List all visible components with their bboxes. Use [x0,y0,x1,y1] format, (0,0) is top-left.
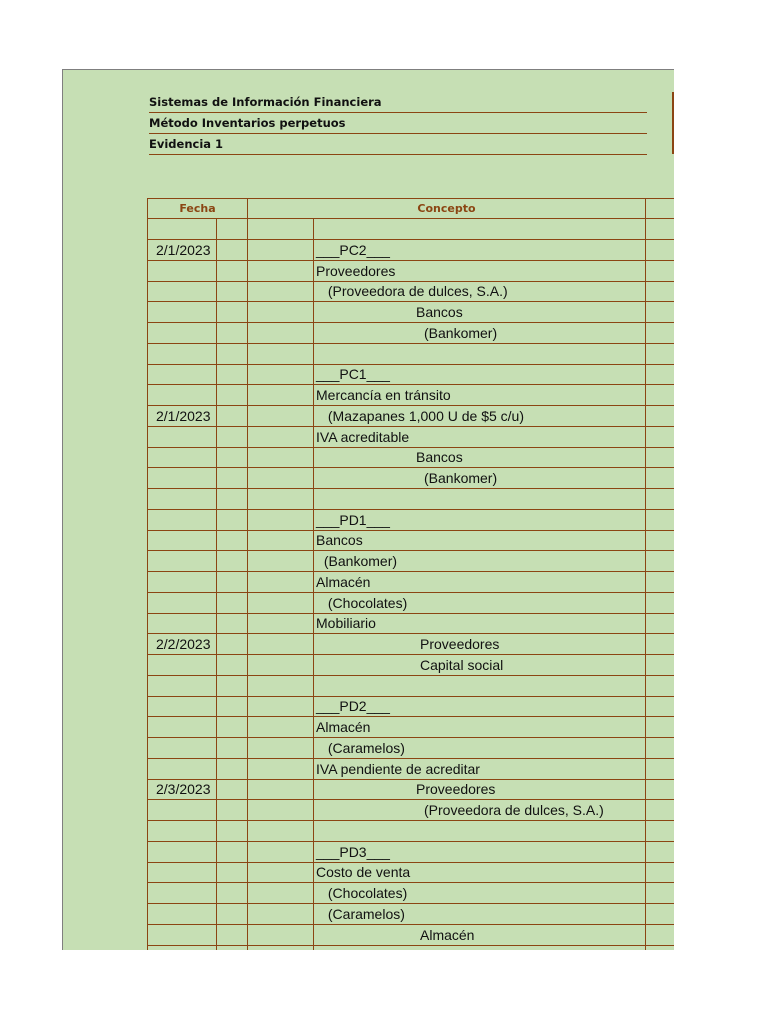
table-row [147,759,674,780]
account-code-cell[interactable] [248,240,314,261]
blank-cell[interactable] [216,261,248,282]
amount-cell[interactable] [646,530,674,551]
concept-cell[interactable]: ___PC2___ [314,240,646,261]
table-row [147,302,674,323]
account-code-cell[interactable] [248,842,314,863]
spreadsheet-area [62,69,674,950]
table-row [147,261,674,282]
date-cell[interactable] [147,862,216,883]
amount-cell[interactable] [646,821,674,842]
blank-cell[interactable] [216,842,248,863]
concept-cell[interactable]: Capital social [314,655,646,676]
table-row [147,821,674,842]
blank-cell[interactable] [216,613,248,634]
date-cell[interactable] [147,572,216,593]
concept-cell[interactable]: Almacén [314,572,646,593]
table-row [147,447,674,468]
table-row [147,281,674,302]
concept-cell[interactable] [314,676,646,697]
concept-cell[interactable]: (Bankomer) [314,323,646,344]
header-title: Sistemas de Información Financiera [149,92,647,113]
blank-cell[interactable] [216,717,248,738]
amount-cell[interactable] [646,800,674,821]
table-row [147,489,674,510]
account-code-cell[interactable] [248,717,314,738]
column-header-extra[interactable] [645,198,674,219]
date-cell[interactable] [147,344,216,365]
blank-cell[interactable] [216,281,248,302]
blank-cell[interactable] [216,800,248,821]
date-cell[interactable] [147,696,216,717]
account-code-cell[interactable] [248,925,314,946]
account-code-cell[interactable] [248,427,314,448]
amount-cell[interactable] [646,738,674,759]
table-row [147,925,674,946]
table-row [147,240,674,261]
concept-cell[interactable]: ___PD1___ [314,510,646,531]
blank-cell[interactable] [216,302,248,323]
account-code-cell[interactable] [248,510,314,531]
table-row [147,593,674,614]
amount-cell[interactable] [646,904,674,925]
amount-cell[interactable] [646,593,674,614]
account-code-cell[interactable] [248,219,314,240]
column-header-fecha[interactable]: Fecha [147,198,248,219]
account-code-cell[interactable] [248,551,314,572]
concept-cell[interactable]: Mercancía en tránsito [314,385,646,406]
blank-cell[interactable] [216,406,248,427]
table-row [147,904,674,925]
concept-cell[interactable]: Proveedores [314,261,646,282]
header-method: Método Inventarios perpetuos [149,113,647,134]
concept-cell[interactable]: Bancos [314,530,646,551]
blank-cell[interactable] [216,821,248,842]
blank-cell[interactable] [216,759,248,780]
table-row [147,842,674,863]
blank-cell[interactable] [216,427,248,448]
table-row [147,364,674,385]
amount-cell[interactable] [646,323,674,344]
date-cell[interactable] [147,904,216,925]
blank-cell[interactable] [216,593,248,614]
table-row [147,551,674,572]
account-code-cell[interactable] [248,779,314,800]
date-cell[interactable] [147,925,216,946]
right-border-bar [672,92,674,154]
date-cell[interactable] [147,800,216,821]
account-code-cell[interactable] [248,800,314,821]
blank-cell[interactable] [216,510,248,531]
table-row [147,717,674,738]
table-row [147,738,674,759]
account-code-cell[interactable] [248,759,314,780]
concept-cell[interactable]: (Proveedora de dulces, S.A.) [314,281,646,302]
account-code-cell[interactable] [248,738,314,759]
column-header-concepto[interactable]: Concepto [247,198,646,219]
date-cell[interactable]: 2/3/2023 [147,779,216,800]
concept-cell[interactable]: (Caramelos) [314,904,646,925]
account-code-cell[interactable] [248,447,314,468]
date-cell[interactable] [147,551,216,572]
blank-cell[interactable] [216,364,248,385]
table-row [147,634,674,655]
concept-cell[interactable]: Almacén [314,925,646,946]
concept-cell[interactable] [314,821,646,842]
account-code-cell[interactable] [248,489,314,510]
date-cell[interactable] [147,302,216,323]
date-cell[interactable] [147,261,216,282]
concept-cell[interactable] [314,344,646,365]
amount-cell[interactable] [646,489,674,510]
date-cell[interactable]: 2/2/2023 [147,634,216,655]
date-cell[interactable] [147,323,216,344]
blank-cell[interactable] [216,551,248,572]
concept-cell[interactable]: Almacén [314,717,646,738]
date-cell[interactable] [147,593,216,614]
date-cell[interactable] [147,613,216,634]
table-row [147,655,674,676]
blank-cell[interactable] [216,323,248,344]
date-cell[interactable] [147,385,216,406]
amount-cell[interactable] [646,779,674,800]
amount-cell[interactable] [646,510,674,531]
table-row [147,344,674,365]
concept-cell[interactable] [314,219,646,240]
concept-cell[interactable]: (Bankomer) [314,468,646,489]
account-code-cell[interactable] [248,323,314,344]
blank-cell[interactable] [216,738,248,759]
table-row [147,510,674,531]
blank-cell[interactable] [216,904,248,925]
table-row [147,572,674,593]
concept-cell[interactable]: Mobiliario [314,613,646,634]
amount-cell[interactable] [646,842,674,863]
account-code-cell[interactable] [248,904,314,925]
concept-cell[interactable] [314,489,646,510]
blank-cell[interactable] [216,344,248,365]
column-divider [247,219,248,950]
amount-cell[interactable] [646,862,674,883]
concept-cell[interactable]: (Bankomer) [314,551,646,572]
amount-cell[interactable] [646,572,674,593]
account-code-cell[interactable] [248,862,314,883]
amount-cell[interactable] [646,655,674,676]
date-cell[interactable] [147,427,216,448]
concept-cell[interactable]: (Chocolates) [314,593,646,614]
account-code-cell[interactable] [248,406,314,427]
blank-cell[interactable] [216,489,248,510]
blank-cell[interactable] [216,779,248,800]
account-code-cell[interactable] [248,364,314,385]
amount-cell[interactable] [646,676,674,697]
blank-cell[interactable] [216,883,248,904]
table-row [147,779,674,800]
blank-cell[interactable] [216,385,248,406]
header-evidence: Evidencia 1 [149,134,647,155]
table-row [147,406,674,427]
account-code-cell[interactable] [248,883,314,904]
date-cell[interactable] [147,883,216,904]
amount-cell[interactable] [646,925,674,946]
date-cell[interactable] [147,364,216,385]
date-cell[interactable] [147,468,216,489]
blank-cell[interactable] [216,447,248,468]
amount-cell[interactable] [646,364,674,385]
date-cell[interactable] [147,489,216,510]
amount-cell[interactable] [646,240,674,261]
date-cell[interactable] [147,738,216,759]
table-row [147,696,674,717]
amount-cell[interactable] [646,385,674,406]
account-code-cell[interactable] [248,696,314,717]
date-cell[interactable] [147,447,216,468]
account-code-cell[interactable] [248,385,314,406]
date-cell[interactable] [147,655,216,676]
date-cell[interactable] [147,717,216,738]
blank-cell[interactable] [216,634,248,655]
amount-cell[interactable] [646,717,674,738]
date-cell[interactable] [147,510,216,531]
amount-cell[interactable] [646,219,674,240]
amount-cell[interactable] [646,406,674,427]
concept-cell[interactable]: (Caramelos) [314,738,646,759]
table-row [147,219,674,240]
date-cell[interactable] [147,530,216,551]
date-cell[interactable] [147,676,216,697]
concept-cell[interactable]: (Mazapanes 1,000 U de $5 c/u) [314,406,646,427]
account-code-cell[interactable] [248,302,314,323]
blank-cell[interactable] [216,572,248,593]
amount-cell[interactable] [646,759,674,780]
column-divider [147,219,148,950]
amount-cell[interactable] [646,613,674,634]
column-divider [216,219,217,950]
table-row [147,530,674,551]
concept-cell[interactable]: (Chocolates) [314,883,646,904]
date-cell[interactable] [147,842,216,863]
concept-cell[interactable]: (Proveedora de dulces, S.A.) [314,800,646,821]
concept-cell[interactable]: Bancos [314,302,646,323]
amount-cell[interactable] [646,883,674,904]
date-cell[interactable] [147,759,216,780]
account-code-cell[interactable] [248,613,314,634]
amount-cell[interactable] [646,468,674,489]
account-code-cell[interactable] [248,281,314,302]
amount-cell[interactable] [646,551,674,572]
table-row [147,883,674,904]
amount-cell[interactable] [646,261,674,282]
date-cell[interactable]: 2/1/2023 [147,240,216,261]
account-code-cell[interactable] [248,634,314,655]
concept-cell[interactable]: IVA pendiente de acreditar [314,759,646,780]
account-code-cell[interactable] [248,676,314,697]
table-row [147,323,674,344]
date-cell[interactable] [147,821,216,842]
blank-cell[interactable] [216,240,248,261]
account-code-cell[interactable] [248,655,314,676]
concept-cell[interactable]: ___PD3___ [314,842,646,863]
table-row [147,385,674,406]
table-row [147,800,674,821]
blank-cell[interactable] [216,696,248,717]
account-code-cell[interactable] [248,344,314,365]
concept-cell[interactable]: Costo de venta [314,862,646,883]
concept-cell[interactable]: Proveedores [314,634,646,655]
account-code-cell[interactable] [248,261,314,282]
table-row [147,862,674,883]
table-row [147,427,674,448]
concept-cell[interactable]: Bancos [314,447,646,468]
amount-cell[interactable] [646,447,674,468]
amount-cell[interactable] [646,427,674,448]
amount-cell[interactable] [646,696,674,717]
concept-cell[interactable]: ___PC1___ [314,364,646,385]
concept-cell[interactable]: ___PD2___ [314,696,646,717]
date-cell[interactable]: 2/1/2023 [147,406,216,427]
concept-cell[interactable]: Proveedores [314,779,646,800]
blank-cell[interactable] [216,468,248,489]
amount-cell[interactable] [646,302,674,323]
table-row [147,676,674,697]
column-divider [313,219,314,950]
blank-cell[interactable] [216,530,248,551]
blank-cell[interactable] [216,219,248,240]
amount-cell[interactable] [646,344,674,365]
account-code-cell[interactable] [248,530,314,551]
blank-cell[interactable] [216,862,248,883]
date-cell[interactable] [147,219,216,240]
table-row [147,613,674,634]
table-row [147,468,674,489]
amount-cell[interactable] [646,634,674,655]
amount-cell[interactable] [646,281,674,302]
concept-cell[interactable]: IVA acreditable [314,427,646,448]
blank-cell[interactable] [216,925,248,946]
account-code-cell[interactable] [248,593,314,614]
date-cell[interactable] [147,281,216,302]
account-code-cell[interactable] [248,572,314,593]
account-code-cell[interactable] [248,821,314,842]
account-code-cell[interactable] [248,468,314,489]
column-divider [645,219,646,950]
blank-cell[interactable] [216,676,248,697]
blank-cell[interactable] [216,655,248,676]
